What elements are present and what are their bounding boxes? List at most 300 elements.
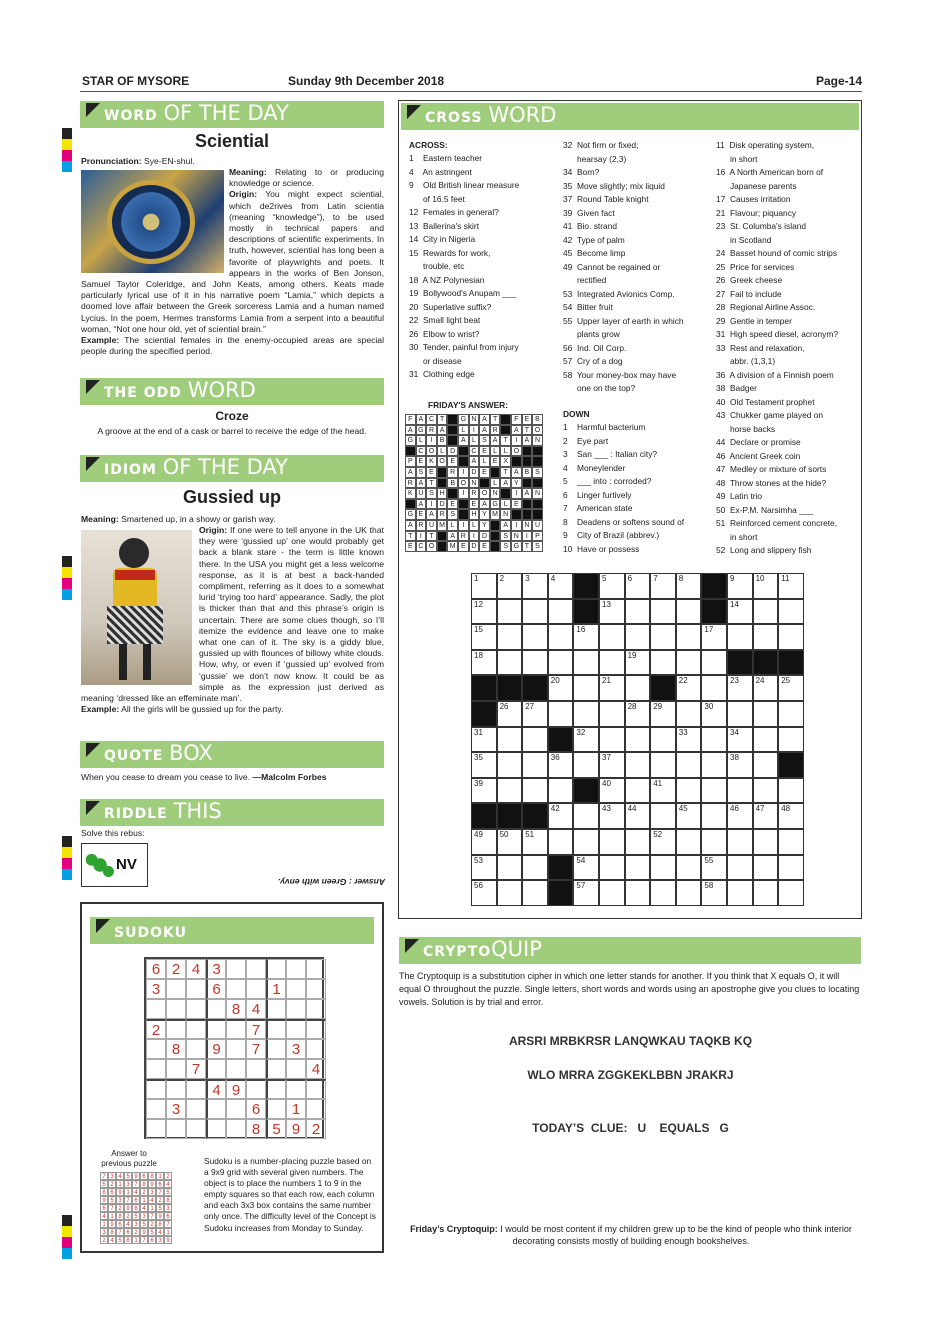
- crossword-cell[interactable]: [676, 599, 702, 625]
- crossword-cell[interactable]: [599, 701, 625, 727]
- sudoku-cell[interactable]: [186, 1119, 206, 1139]
- crossword-cell[interactable]: [701, 727, 727, 753]
- sudoku-cell[interactable]: 4: [306, 1059, 326, 1079]
- sudoku-cell[interactable]: [226, 979, 246, 999]
- quote-text: When you cease to dream you cease to live. —Malcolm Forbes: [81, 772, 327, 782]
- sudoku-cell[interactable]: [166, 999, 186, 1019]
- crossword-cell[interactable]: [522, 727, 548, 753]
- sudoku-cell[interactable]: [186, 1099, 206, 1119]
- crossword-cell[interactable]: [625, 727, 651, 753]
- sudoku-cell[interactable]: [206, 1019, 226, 1039]
- friday-answer-cell: E: [447, 499, 458, 510]
- crossword-cell[interactable]: [573, 675, 599, 701]
- crossword-cell[interactable]: [650, 675, 676, 701]
- friday-answer-cell: [490, 531, 501, 542]
- crossword-cell[interactable]: 38: [727, 752, 753, 778]
- crossword-cell[interactable]: 17: [701, 624, 727, 650]
- friday-answer-cell: N: [469, 478, 480, 489]
- sudoku-cell[interactable]: 2: [306, 1119, 326, 1139]
- sudoku-cell[interactable]: [166, 1079, 186, 1099]
- crossword-cell[interactable]: 8: [676, 573, 702, 599]
- sudoku-cell[interactable]: [206, 1099, 226, 1119]
- crossword-cell[interactable]: [701, 778, 727, 804]
- crossword-cell[interactable]: [548, 650, 574, 676]
- crossword-cell[interactable]: [727, 650, 753, 676]
- crossword-cell[interactable]: 49: [471, 829, 497, 855]
- crossword-cell[interactable]: 34: [727, 727, 753, 753]
- sudoku-cell[interactable]: [226, 1119, 246, 1139]
- crossword-cell[interactable]: 46: [727, 803, 753, 829]
- crossword-cell[interactable]: [753, 829, 779, 855]
- crossword-cell[interactable]: 29: [650, 701, 676, 727]
- friday-answer-cell: I: [458, 467, 469, 478]
- crossword-cell[interactable]: 16: [573, 624, 599, 650]
- previous-sudoku-cell: 4: [164, 1180, 172, 1188]
- crossword-cell[interactable]: [522, 675, 548, 701]
- crossword-cell[interactable]: 24: [753, 675, 779, 701]
- crossword-cell[interactable]: [676, 880, 702, 906]
- sudoku-cell[interactable]: [226, 959, 246, 979]
- crossword-cell[interactable]: [522, 855, 548, 881]
- previous-sudoku-cell: 3: [164, 1204, 172, 1212]
- crossword-cell[interactable]: 19: [625, 650, 651, 676]
- crossword-cell[interactable]: 35: [471, 752, 497, 778]
- crossword-cell[interactable]: 26: [497, 701, 523, 727]
- crossword-cell[interactable]: [625, 675, 651, 701]
- crossword-cell[interactable]: [599, 650, 625, 676]
- crossword-cell[interactable]: [701, 829, 727, 855]
- sudoku-cell[interactable]: 9: [226, 1079, 246, 1099]
- crossword-cell[interactable]: [778, 829, 804, 855]
- sudoku-cell[interactable]: [166, 979, 186, 999]
- crossword-cell[interactable]: [625, 880, 651, 906]
- crossword-cell[interactable]: [676, 701, 702, 727]
- sudoku-cell[interactable]: [306, 979, 326, 999]
- sudoku-cell[interactable]: [246, 1059, 266, 1079]
- crossword-cell[interactable]: 43: [599, 803, 625, 829]
- crossword-cell[interactable]: [701, 675, 727, 701]
- crossword-cell[interactable]: [599, 727, 625, 753]
- crossword-cell[interactable]: [497, 650, 523, 676]
- previous-sudoku-cell: 7: [132, 1180, 140, 1188]
- crossword-cell[interactable]: 54: [573, 855, 599, 881]
- crossword-cell[interactable]: 44: [625, 803, 651, 829]
- crossword-cell[interactable]: 53: [471, 855, 497, 881]
- sudoku-cell[interactable]: [286, 959, 306, 979]
- crossword-cell[interactable]: [548, 880, 574, 906]
- crossword-cell[interactable]: [650, 624, 676, 650]
- friday-answer-cell: U: [426, 520, 437, 531]
- sudoku-cell[interactable]: [206, 1059, 226, 1079]
- sudoku-cell[interactable]: [146, 999, 166, 1019]
- friday-answer-cell: [437, 467, 448, 478]
- crossword-cell[interactable]: 27: [522, 701, 548, 727]
- crossword-cell[interactable]: 37: [599, 752, 625, 778]
- crossword-cell[interactable]: [497, 599, 523, 625]
- crossword-cell[interactable]: [650, 855, 676, 881]
- sudoku-cell[interactable]: [146, 1039, 166, 1059]
- crossword-cell[interactable]: [778, 599, 804, 625]
- crossword-cell[interactable]: [548, 701, 574, 727]
- sudoku-cell[interactable]: [226, 1059, 246, 1079]
- sudoku-cell[interactable]: [286, 1059, 306, 1079]
- sudoku-cell[interactable]: [146, 1059, 166, 1079]
- sudoku-cell[interactable]: [166, 1059, 186, 1079]
- crossword-cell[interactable]: [573, 599, 599, 625]
- crossword-cell[interactable]: [753, 650, 779, 676]
- friday-answer-cell: A: [405, 425, 416, 436]
- sudoku-cell[interactable]: 4: [206, 1079, 226, 1099]
- crossword-cell[interactable]: [599, 855, 625, 881]
- crossword-cell[interactable]: 7: [650, 573, 676, 599]
- crossword-cell[interactable]: 51: [522, 829, 548, 855]
- crossword-cell[interactable]: 15: [471, 624, 497, 650]
- crossword-cell[interactable]: 25: [778, 675, 804, 701]
- crossword-cell[interactable]: 10: [753, 573, 779, 599]
- sudoku-cell[interactable]: [226, 1099, 246, 1119]
- sudoku-cell[interactable]: [186, 1079, 206, 1099]
- previous-sudoku-cell: 4: [124, 1220, 132, 1228]
- crossword-cell[interactable]: [599, 624, 625, 650]
- friday-answer-cell: O: [511, 446, 522, 457]
- friday-answer-cell: P: [405, 456, 416, 467]
- sudoku-cell[interactable]: [286, 1079, 306, 1099]
- crossword-cell[interactable]: 2: [497, 573, 523, 599]
- crossword-cell[interactable]: 31: [471, 727, 497, 753]
- crossword-cell[interactable]: [625, 599, 651, 625]
- crossword-cell[interactable]: [497, 855, 523, 881]
- crossword-cell[interactable]: [676, 855, 702, 881]
- crossword-cell[interactable]: [650, 880, 676, 906]
- crossword-cell[interactable]: [497, 675, 523, 701]
- sudoku-cell[interactable]: 6: [206, 979, 226, 999]
- sudoku-cell[interactable]: [306, 999, 326, 1019]
- friday-answer-cell: M: [437, 520, 448, 531]
- crossword-cell[interactable]: [625, 624, 651, 650]
- previous-sudoku-cell: 2: [148, 1220, 156, 1228]
- sudoku-cell[interactable]: [266, 1019, 286, 1039]
- crossword-cell[interactable]: [753, 778, 779, 804]
- crossword-cell[interactable]: [727, 701, 753, 727]
- word-of-day-title: Sciential: [194, 131, 270, 151]
- crossword-cell[interactable]: [753, 880, 779, 906]
- sudoku-cell[interactable]: 4: [246, 999, 266, 1019]
- crossword-cell[interactable]: [471, 675, 497, 701]
- previous-sudoku-cell: 1: [140, 1196, 148, 1204]
- sudoku-cell[interactable]: 5: [266, 1119, 286, 1139]
- friday-answer-cell: B: [447, 478, 458, 489]
- crossword-cell[interactable]: [753, 624, 779, 650]
- crossword-cell[interactable]: 11: [778, 573, 804, 599]
- crossword-cell[interactable]: [573, 650, 599, 676]
- sudoku-cell[interactable]: 7: [246, 1039, 266, 1059]
- crossword-cell[interactable]: [471, 701, 497, 727]
- sudoku-cell[interactable]: [246, 959, 266, 979]
- crossword-cell[interactable]: [573, 701, 599, 727]
- crossword-cell[interactable]: [778, 778, 804, 804]
- crossword-cell[interactable]: [676, 778, 702, 804]
- crossword-cell[interactable]: 3: [522, 573, 548, 599]
- sudoku-cell[interactable]: [166, 1119, 186, 1139]
- crossword-cell[interactable]: 32: [573, 727, 599, 753]
- crossword-cell[interactable]: [650, 650, 676, 676]
- crossword-cell[interactable]: [727, 624, 753, 650]
- crossword-cell[interactable]: 48: [778, 803, 804, 829]
- sudoku-cell[interactable]: [286, 999, 306, 1019]
- crossword-cell[interactable]: [497, 880, 523, 906]
- crossword-cell[interactable]: [727, 778, 753, 804]
- crossword-cell[interactable]: [522, 880, 548, 906]
- sudoku-cell[interactable]: [146, 1079, 166, 1099]
- crossword-cell[interactable]: [650, 727, 676, 753]
- sudoku-cell[interactable]: 8: [226, 999, 246, 1019]
- crossword-cell[interactable]: 22: [676, 675, 702, 701]
- crossword-cell[interactable]: [573, 573, 599, 599]
- crossword-cell[interactable]: [625, 829, 651, 855]
- friday-answer-cell: A: [479, 414, 490, 425]
- crossword-cell[interactable]: [701, 599, 727, 625]
- crossword-cell[interactable]: 4: [548, 573, 574, 599]
- previous-sudoku-cell: 6: [156, 1180, 164, 1188]
- previous-sudoku-cell: 1: [132, 1236, 140, 1244]
- sudoku-cell[interactable]: [266, 959, 286, 979]
- crossword-cell[interactable]: [522, 650, 548, 676]
- sudoku-cell[interactable]: [246, 1079, 266, 1099]
- friday-answer-cell: [511, 456, 522, 467]
- across-heading: ACROSS:: [409, 140, 448, 150]
- sudoku-cell[interactable]: 8: [166, 1039, 186, 1059]
- crossword-cell[interactable]: [701, 650, 727, 676]
- crossword-cell[interactable]: 21: [599, 675, 625, 701]
- friday-answer-cell: [437, 541, 448, 552]
- crossword-cell[interactable]: 23: [727, 675, 753, 701]
- crossword-cell[interactable]: [676, 650, 702, 676]
- crossword-cell[interactable]: [753, 855, 779, 881]
- crossword-cell[interactable]: [497, 624, 523, 650]
- crossword-cell[interactable]: [522, 599, 548, 625]
- crossword-cell[interactable]: 41: [650, 778, 676, 804]
- crossword-cell[interactable]: 52: [650, 829, 676, 855]
- crossword-cell[interactable]: 47: [753, 803, 779, 829]
- sudoku-cell[interactable]: 8: [246, 1119, 266, 1139]
- across-clues-1: 1 Eastern teacher 4 An astringent 9 Old British linear measure of 16.5 feet 12 Females in general? 13 Ballerina's skirt 14 City in Nigeria 15 Rewards for work, trouble, etc 18 A NZ Polynesian 19 Bollywood's Anupam ___ 20 Superlative suffix? 22 Small light beat 26 Elbow to wrist? 30 Tender, painful from injury or disease 31 Clothing edge: [409, 153, 520, 379]
- crossword-cell[interactable]: [522, 752, 548, 778]
- previous-sudoku-cell: 2: [164, 1172, 172, 1180]
- crossword-cell[interactable]: [701, 803, 727, 829]
- previous-sudoku-cell: 4: [140, 1204, 148, 1212]
- crossword-cell[interactable]: [778, 624, 804, 650]
- odd-word-banner: THE ODD WORD: [80, 378, 384, 405]
- sudoku-cell[interactable]: [226, 1019, 246, 1039]
- friday-answer-cell: A: [522, 488, 533, 499]
- idiom-body: Origin: If one were to tell anyone in the UK that they were ‘gussied up’ one would probably get back a blank stare - the term is little known there. In the USA you might get a less welcome response, as it is at best a back-handed compliment, referring as it does to a somewhat lurid ‘trying too hard’ appearance. Sadly, the plot is thicker than that and this phrase’s origin is uncertain. There are some clues though, so I’ll itemize the evidence and leave one to make what one can of it. The sky is a giddy blue, gussied up with flounces of billowy white clouds. How, why, or even if ‘gussied up’ evolved from ‘gussie’ we don’t now know. It could be as simple as the expression just derived as meaning ‘dressed like an effeminate man’. Example: All the girls will be gussied up for the party.: [81, 525, 384, 715]
- crossword-cell[interactable]: 57: [573, 880, 599, 906]
- previous-sudoku-cell: 7: [164, 1220, 172, 1228]
- crossword-cell[interactable]: [727, 855, 753, 881]
- crossword-cell[interactable]: 1: [471, 573, 497, 599]
- crossword-cell[interactable]: [727, 880, 753, 906]
- crossword-cell[interactable]: [548, 778, 574, 804]
- crossword-cell[interactable]: 13: [599, 599, 625, 625]
- crossword-cell[interactable]: [778, 650, 804, 676]
- crossword-cell[interactable]: 33: [676, 727, 702, 753]
- sudoku-cell[interactable]: [186, 1039, 206, 1059]
- sudoku-cell[interactable]: [306, 1039, 326, 1059]
- crossword-cell[interactable]: [548, 829, 574, 855]
- crossword-cell[interactable]: [522, 803, 548, 829]
- crossword-cell[interactable]: [778, 880, 804, 906]
- sudoku-cell[interactable]: [306, 1019, 326, 1039]
- crossword-cell[interactable]: [625, 752, 651, 778]
- sudoku-cell[interactable]: 4: [186, 959, 206, 979]
- crossword-cell[interactable]: [573, 752, 599, 778]
- friday-answer-cell: K: [405, 488, 416, 499]
- sudoku-cell[interactable]: 3: [166, 1099, 186, 1119]
- friday-answer-cell: O: [458, 478, 469, 489]
- friday-answer-cell: S: [500, 541, 511, 552]
- crossword-cell[interactable]: 18: [471, 650, 497, 676]
- crossword-cell[interactable]: 58: [701, 880, 727, 906]
- crossword-cell[interactable]: [676, 752, 702, 778]
- crossword-cell[interactable]: [548, 855, 574, 881]
- down-clues-1: 1 Harmful bacterium 2 Eye part 3 San ___ : Italian city? 4 Moneylender 5 ___ into : corroded? 6 Linger furtively 7 American state 8 Deadens or softens sound of 9 City of Brazil (abbrev.) 10 Have or possess: [563, 422, 685, 554]
- crossword-cell[interactable]: [753, 599, 779, 625]
- sudoku-cell[interactable]: [166, 1019, 186, 1039]
- crossword-cell[interactable]: 9: [727, 573, 753, 599]
- sudoku-cell[interactable]: [246, 979, 266, 999]
- crossword-cell[interactable]: [471, 803, 497, 829]
- sudoku-cell[interactable]: 9: [206, 1039, 226, 1059]
- friday-answer-cell: D: [437, 499, 448, 510]
- crossword-cell[interactable]: [497, 778, 523, 804]
- crossword-cell[interactable]: [573, 778, 599, 804]
- sudoku-cell[interactable]: [266, 1079, 286, 1099]
- crossword-cell[interactable]: [650, 803, 676, 829]
- idiom-meaning: Meaning: Smartened up, in a showy or garish way.: [81, 514, 276, 524]
- crossword-cell[interactable]: 30: [701, 701, 727, 727]
- crossword-cell[interactable]: [548, 727, 574, 753]
- crossword-cell[interactable]: [650, 752, 676, 778]
- friday-answer-cell: A: [479, 425, 490, 436]
- page-number: Page-14: [815, 74, 862, 88]
- friday-answer-cell: [500, 414, 511, 425]
- sudoku-cell[interactable]: [186, 979, 206, 999]
- sudoku-cell[interactable]: 7: [246, 1019, 266, 1039]
- friday-answer-cell: D: [479, 531, 490, 542]
- sudoku-cell[interactable]: 2: [166, 959, 186, 979]
- crossword-cell[interactable]: [573, 829, 599, 855]
- sudoku-cell[interactable]: [266, 1099, 286, 1119]
- sudoku-cell[interactable]: [186, 1019, 206, 1039]
- sudoku-cell[interactable]: [146, 1119, 166, 1139]
- friday-answer-cell: R: [405, 478, 416, 489]
- sudoku-cell[interactable]: 3: [146, 979, 166, 999]
- crossword-cell[interactable]: 20: [548, 675, 574, 701]
- crossword-cell[interactable]: [522, 778, 548, 804]
- sudoku-cell[interactable]: 1: [286, 1099, 306, 1119]
- crossword-cell[interactable]: [599, 880, 625, 906]
- crossword-cell[interactable]: [753, 727, 779, 753]
- crossword-cell[interactable]: [522, 624, 548, 650]
- crossword-cell[interactable]: 5: [599, 573, 625, 599]
- crossword-cell[interactable]: [548, 624, 574, 650]
- crossword-cell[interactable]: [497, 803, 523, 829]
- sudoku-cell[interactable]: [306, 1099, 326, 1119]
- crossword-cell[interactable]: 39: [471, 778, 497, 804]
- crossword-cell[interactable]: [778, 727, 804, 753]
- crossword-cell[interactable]: [778, 855, 804, 881]
- crossword-cell[interactable]: [497, 727, 523, 753]
- sudoku-cell[interactable]: [226, 1039, 246, 1059]
- cryptoquip-intro: The Cryptoquip is a substitution cipher in which one letter stands for another. If you think that X equals O, it will equal O throughout the puzzle. Single letters, short words and words using an apostrophe give you clues to locating vowels. Solution is by trial and error.: [399, 971, 860, 1008]
- friday-answer-cell: I: [416, 531, 427, 542]
- crossword-cell[interactable]: 40: [599, 778, 625, 804]
- crossword-cell[interactable]: 50: [497, 829, 523, 855]
- sudoku-cell[interactable]: 9: [286, 1119, 306, 1139]
- friday-answer-cell: N: [500, 509, 511, 520]
- crossword-cell[interactable]: 12: [471, 599, 497, 625]
- crossword-cell[interactable]: [701, 752, 727, 778]
- crossword-cell[interactable]: 6: [625, 573, 651, 599]
- sudoku-cell[interactable]: [206, 1119, 226, 1139]
- sudoku-cell[interactable]: [146, 1099, 166, 1119]
- sudoku-cell[interactable]: [206, 999, 226, 1019]
- sudoku-cell[interactable]: [266, 999, 286, 1019]
- crossword-cell[interactable]: 56: [471, 880, 497, 906]
- sudoku-cell[interactable]: 7: [186, 1059, 206, 1079]
- crossword-cell[interactable]: [497, 752, 523, 778]
- sudoku-cell[interactable]: 2: [146, 1019, 166, 1039]
- crossword-cell[interactable]: [650, 599, 676, 625]
- sudoku-cell[interactable]: 6: [246, 1099, 266, 1119]
- sudoku-cell[interactable]: 1: [266, 979, 286, 999]
- friday-answer-grid: [405, 414, 544, 552]
- sudoku-cell[interactable]: [306, 959, 326, 979]
- crossword-cell[interactable]: [778, 701, 804, 727]
- sudoku-cell[interactable]: [266, 1039, 286, 1059]
- friday-answer-cell: C: [416, 446, 427, 457]
- sudoku-cell[interactable]: 6: [146, 959, 166, 979]
- crossword-cell[interactable]: [676, 624, 702, 650]
- crossword-cell[interactable]: [701, 573, 727, 599]
- crossword-cell[interactable]: 36: [548, 752, 574, 778]
- sudoku-cell[interactable]: [266, 1059, 286, 1079]
- sudoku-cell[interactable]: 3: [286, 1039, 306, 1059]
- crossword-cell[interactable]: [599, 829, 625, 855]
- sudoku-cell[interactable]: [306, 1079, 326, 1099]
- crossword-cell[interactable]: 55: [701, 855, 727, 881]
- crossword-cell[interactable]: [778, 752, 804, 778]
- sudoku-cell[interactable]: [286, 1019, 306, 1039]
- crossword-cell[interactable]: [573, 803, 599, 829]
- crossword-cell[interactable]: 45: [676, 803, 702, 829]
- crossword-cell[interactable]: 14: [727, 599, 753, 625]
- crossword-cell[interactable]: [753, 752, 779, 778]
- crossword-cell[interactable]: [676, 829, 702, 855]
- sudoku-cell[interactable]: [186, 999, 206, 1019]
- crossword-cell[interactable]: [727, 829, 753, 855]
- friday-answer-cell: [447, 435, 458, 446]
- crossword-cell[interactable]: [548, 599, 574, 625]
- crossword-cell[interactable]: 28: [625, 701, 651, 727]
- sudoku-cell[interactable]: [286, 979, 306, 999]
- sudoku-cell[interactable]: 3: [206, 959, 226, 979]
- crossword-cell[interactable]: 42: [548, 803, 574, 829]
- crossword-cell[interactable]: [753, 701, 779, 727]
- crossword-cell[interactable]: [625, 855, 651, 881]
- previous-sudoku-cell: 6: [116, 1220, 124, 1228]
- crossword-cell[interactable]: [625, 778, 651, 804]
